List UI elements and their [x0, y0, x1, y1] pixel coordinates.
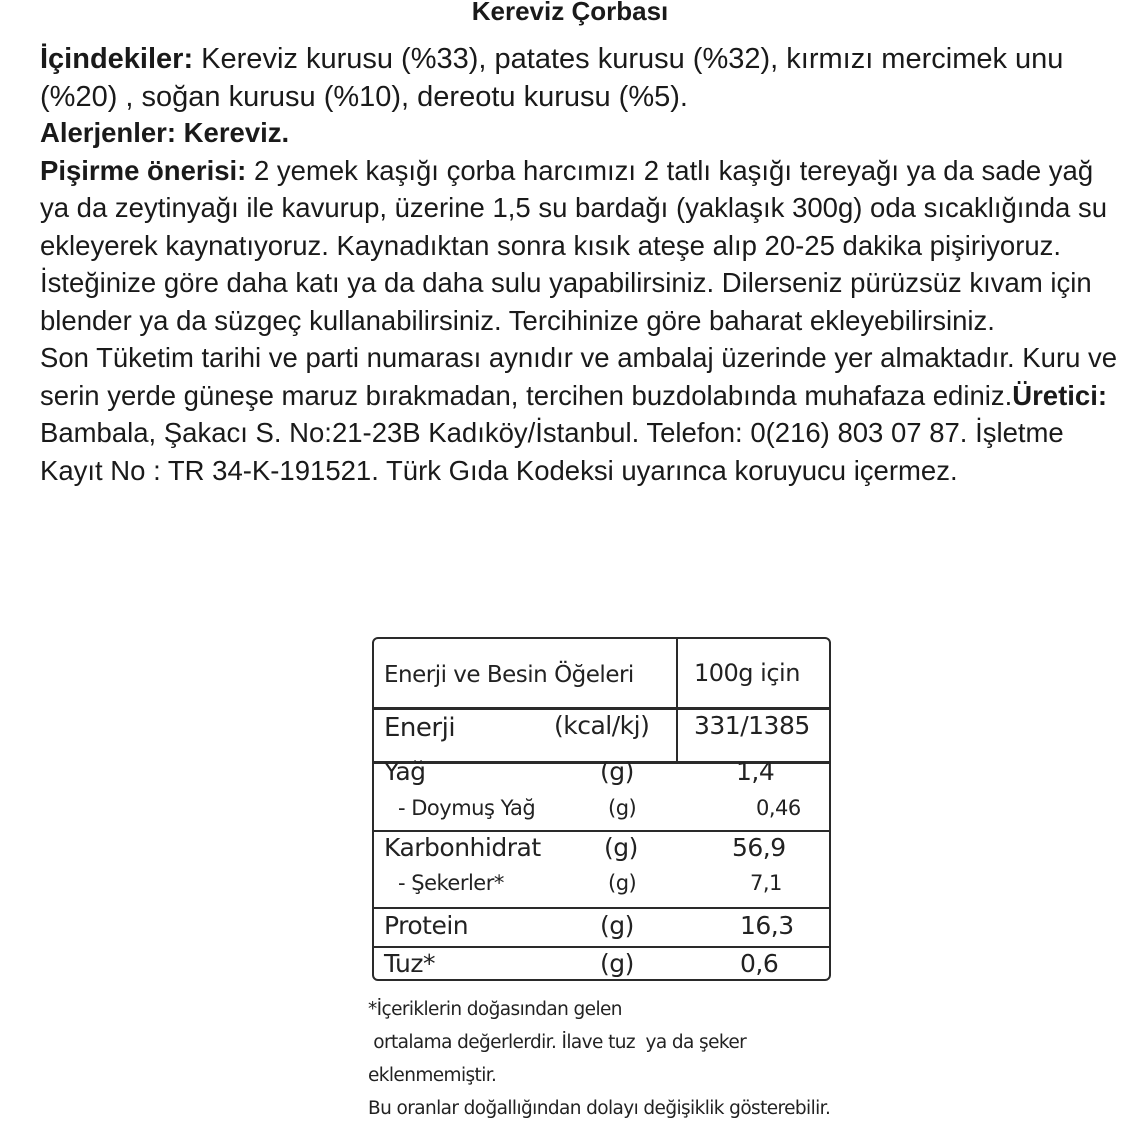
row-separator [374, 946, 829, 948]
footnote-line: ortalama değerlerdir. İlave tuz ya da şeker [368, 1032, 747, 1053]
nutrition-header-value: 100g için [694, 659, 800, 687]
cooking-paragraph [40, 152, 1120, 340]
nutrition-table [372, 637, 831, 981]
product-title: Kereviz Çorbası [471, 0, 669, 26]
row-unit: (g) [600, 911, 634, 940]
row-name: Tuz* [384, 949, 435, 978]
producer-text: Bambala, Şakacı S. No:21-23B Kadıköy/İstanbul. Telefon: 0(216) 803 07 87. İşletme Kayıt No : TR 34-K-191521. Türk Gıda Kodeksi uyarınca koruyucu içermez. [40, 417, 1064, 486]
row-name: Karbonhidrat [384, 833, 541, 862]
footnote-line: eklenmemiştir. [368, 1065, 497, 1086]
row-name: - Doymuş Yağ [398, 796, 536, 820]
footnote-line: Bu oranlar doğallığından dolayı değişiklik gösterebilir. [368, 1098, 831, 1119]
nutrition-header-name: Enerji ve Besin Öğeleri [384, 662, 634, 688]
row-unit: (g) [600, 949, 634, 978]
storage-text: Son Tüketim tarihi ve parti numarası aynıdır ve ambalaj üzerinde yer almaktadır. Kuru ve serin yerde güneşe maruz bırakmadan, tercihen buzdolabında muhafaza ediniz. [40, 342, 1118, 411]
row-unit: (g) [600, 757, 634, 786]
nutrition-header [374, 639, 829, 710]
row-separator [374, 907, 829, 909]
row-value: 16,3 [740, 911, 794, 940]
producer-label: Üretici: [1012, 379, 1107, 411]
row-separator [374, 830, 829, 832]
footnote-line: *İçeriklerin doğasından gelen [368, 999, 622, 1020]
row-value: 1,4 [736, 757, 775, 786]
row-value: 331/1385 [694, 711, 810, 740]
ingredients-label: İçindekiler: [40, 43, 194, 75]
row-unit: (g) [608, 796, 637, 820]
row-name: - Şekerler* [398, 871, 504, 895]
row-name: Yağ [384, 757, 426, 786]
label-text-block [40, 40, 1120, 489]
storage-paragraph [40, 339, 1120, 489]
row-value: 0,6 [740, 949, 779, 978]
allergens-paragraph [40, 114, 1120, 152]
row-value: 0,46 [756, 796, 801, 820]
column-divider [676, 639, 678, 764]
row-value: 56,9 [732, 833, 786, 862]
ingredients-paragraph [40, 40, 1120, 116]
row-name: Protein [384, 911, 469, 940]
row-name: Enerji [384, 713, 456, 743]
cooking-label: Pişirme önerisi: [40, 154, 247, 186]
footnote [368, 993, 928, 1125]
cooking-text: 2 yemek kaşığı çorba harcımızı 2 tatlı kaşığı tereyağı ya da sade yağ ya da zeytinyağı ile kavurup, üzerine 1,5 su bardağı (yaklaşık 300g) oda sıcaklığında su ekleyerek kaynatıyoruz. Kaynadıktan sonra kısık ateşe alıp 20-25 dakika pişiriyoruz. İsteğinize göre daha katı ya da daha sulu yapabilirsiniz. Dilerseniz pürüzsüz kıvam için blender ya da süzgeç kullanabilirsiniz. Tercihinize göre baharat ekleyebilirsiniz. [40, 154, 1108, 336]
row-unit: (kcal/kj) [554, 711, 650, 740]
row-unit: (g) [604, 833, 638, 862]
row-unit: (g) [608, 871, 637, 895]
ingredients-text: Kereviz kurusu (%33), patates kurusu (%32), kırmızı mercimek unu (%20) , soğan kurusu (%10), dereotu kurusu (%5). [40, 43, 1064, 113]
allergens-label: Alerjenler: Kereviz. [40, 117, 290, 148]
row-value: 7,1 [750, 871, 782, 895]
